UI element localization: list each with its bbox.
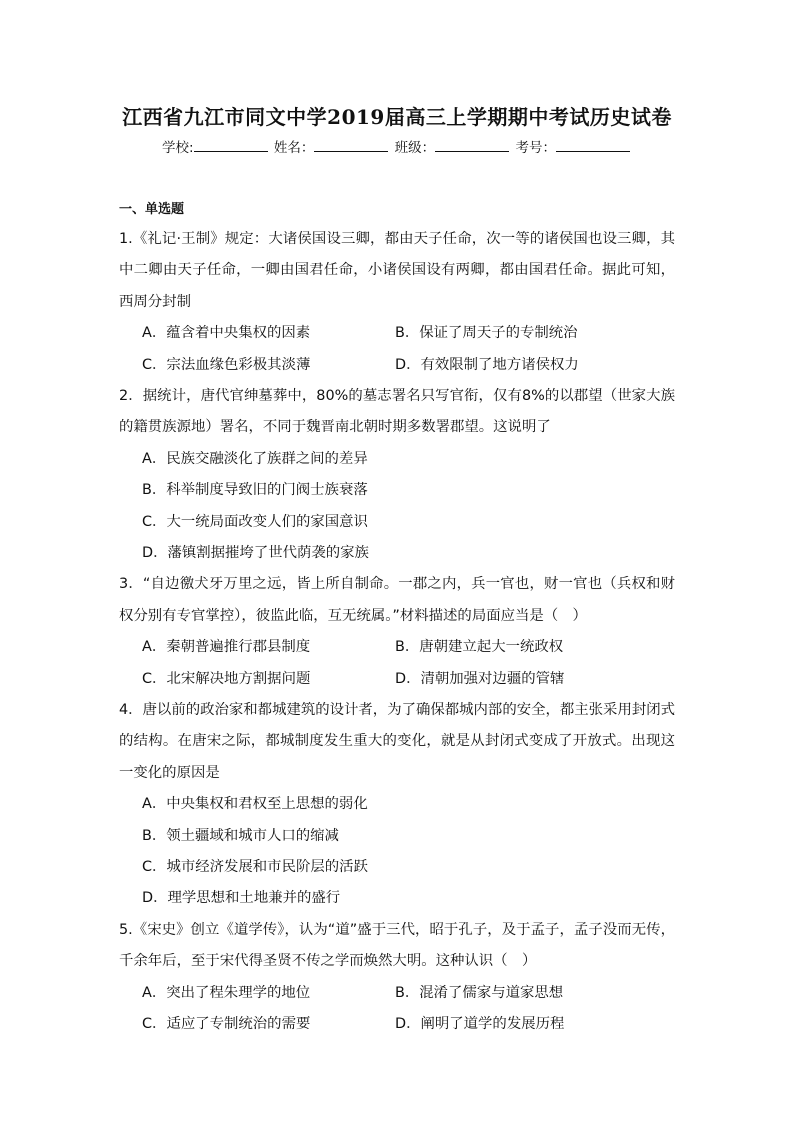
question-5-option-d[interactable]: D．阐明了道学的发展历程	[395, 1015, 565, 1032]
question-2-option-b[interactable]: B．科举制度导致旧的门阀士族衰落	[142, 482, 368, 499]
question-3-option-d[interactable]: D．清朝加强对边疆的管辖	[395, 670, 565, 687]
question-4-stem: 4．唐以前的政治家和都城建筑的设计者，为了确保都城内部的安全，都主张采用封闭式的结构。在唐宋之际，都城制度发生重大的变化，就是从封闭式变成了开放式。出现这一变化的原因是	[119, 701, 676, 781]
question-4-options	[119, 789, 675, 915]
exam-number-label: 考号：	[515, 140, 556, 156]
question-list	[119, 224, 675, 1040]
question-5-option-a[interactable]: A．突出了程朱理学的地位	[142, 984, 311, 1001]
class-label: 班级：	[394, 140, 436, 156]
question-2-option-a[interactable]: A．民族交融淡化了族群之间的差异	[142, 450, 368, 467]
question-4-option-b[interactable]: B．领土疆域和城市人口的缩减	[142, 827, 339, 844]
question-1-options	[119, 318, 675, 381]
question-4-option-d[interactable]: D．理学思想和土地兼并的盛行	[142, 890, 341, 907]
question-1-option-a[interactable]: A．蕴含着中央集权的因素	[142, 325, 311, 342]
school-label: 学校:	[162, 140, 194, 156]
question-3-option-a[interactable]: A．秦朝普遍推行郡县制度	[142, 639, 311, 656]
student-info-line	[0, 137, 794, 158]
class-blank[interactable]	[435, 137, 509, 152]
question-3-stem: 3．“自边徼犬牙万里之远，皆上所自制命。一郡之内，兵一官也，财一官也（兵权和财权分别有专官掌控），彼监此临，互无统属。”材料描述的局面应当是（ ）	[119, 576, 675, 624]
section-heading: 一、单选题	[119, 202, 185, 217]
question-5-option-b[interactable]: B．混淆了儒家与道家思想	[395, 984, 564, 1001]
question-5-option-c[interactable]: C．适应了专制统治的需要	[142, 1015, 311, 1032]
question-3-option-c[interactable]: C．北宋解决地方割据问题	[142, 670, 311, 687]
question-4-option-c[interactable]: C．城市经济发展和市民阶层的活跃	[142, 858, 368, 875]
question-4-option-a[interactable]: A．中央集权和君权至上思想的弱化	[142, 796, 368, 813]
question-3-options	[119, 632, 675, 695]
question-5-options	[119, 978, 675, 1041]
question-1-stem: 1.《礼记·王制》规定：大诸侯国设三卿，都由天子任命，次一等的诸侯国也设三卿，其中二卿由天子任命，一卿由国君任命，小诸侯国设有两卿，都由国君任命。据此可知，西周分封制	[119, 231, 675, 310]
question-1-option-d[interactable]: D．有效限制了地方诸侯权力	[395, 356, 579, 373]
question-5-stem: 5.《宋史》创立《道学传》，认为“道”盛于三代，昭于孔子，及于孟子，孟子没而无传，千余年后，至于宋代得圣贤不传之学而焕然大明。这种认识（ ）	[119, 921, 675, 970]
question-1-option-b[interactable]: B．保证了周天子的专制统治	[395, 325, 578, 342]
exam-title: 江西省九江市同文中学2019届高三上学期期中考试历史试卷	[122, 105, 672, 129]
question-3-option-b[interactable]: B．唐朝建立起大一统政权	[395, 639, 564, 656]
school-blank[interactable]	[194, 137, 268, 152]
exam-number-blank[interactable]	[556, 137, 630, 152]
question-2-option-c[interactable]: C．大一统局面改变人们的家国意识	[142, 513, 368, 530]
question-2-stem: 2．据统计，唐代官绅墓葬中，80%的墓志署名只写官衔，仅有8%的以郡望（世家大族的籍贯族源地）署名，不同于魏晋南北朝时期多数署郡望。这说明了	[119, 388, 675, 436]
name-blank[interactable]	[314, 137, 388, 152]
question-2-options	[119, 444, 675, 570]
name-label: 姓名：	[273, 140, 315, 156]
question-1-option-c[interactable]: C．宗法血缘色彩极其淡薄	[142, 356, 311, 373]
question-2-option-d[interactable]: D．藩镇割据摧垮了世代荫袭的家族	[142, 544, 369, 561]
